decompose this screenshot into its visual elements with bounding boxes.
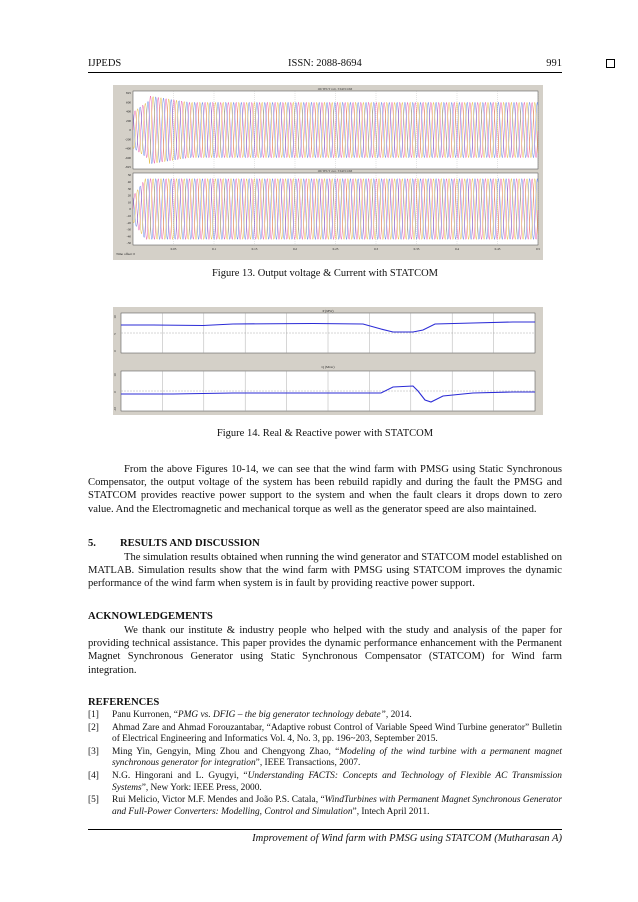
reference-text-end: ”, IEEE Transactions, 2007. <box>255 758 361 769</box>
y-tick-label: -10 <box>126 214 131 218</box>
y-tick-label: 825 <box>126 91 131 96</box>
reference-item <box>88 747 562 770</box>
references-list <box>88 710 562 819</box>
reference-item <box>88 795 562 818</box>
y-tick-label: -40 <box>126 234 131 239</box>
reference-number: [3] <box>88 746 99 757</box>
body-paragraph-1: From the above Figures 10-14, we can see that the wind farm with PMSG using Static Synchronous Compensator, the output voltage of the system has been rebuild rapidly and during the fault the PMSG and STATCOM provides reactive power support to the system and when the fault clears it drops down to zero value. And the Electromagnetic and mechanical torque as well as the generator speed are also maintained. <box>88 464 562 515</box>
y-tick-label: -30 <box>126 227 131 232</box>
y-tick-label: -50 <box>126 241 131 246</box>
reference-number: [1] <box>88 710 99 720</box>
y-tick-label: 0 <box>129 207 131 212</box>
checkbox-square-icon <box>606 59 615 68</box>
fig13-bottom-title: OUTPUT curr. STATCOM <box>317 169 353 173</box>
y-tick-label: 10 <box>113 373 117 377</box>
fig13-top-title: OUTPUT volt. STATCOM <box>317 87 353 91</box>
y-tick-label: -20 <box>126 220 131 225</box>
references-heading: REFERENCES <box>88 697 160 708</box>
acknowledgements-heading: ACKNOWLEDGEMENTS <box>88 611 213 622</box>
y-tick-label: 200 <box>126 118 131 123</box>
fig13-time-offset: Time offset: 0 <box>116 252 136 256</box>
x-tick-label: 0.2 <box>292 247 298 251</box>
reference-number: [5] <box>88 795 99 806</box>
x-tick-label: 0.15 <box>251 247 258 251</box>
journal-name: IJPEDS <box>88 58 122 69</box>
acknowledgements-text: We thank our institute & industry people who helped with the study and analysis of the paper for providing technical assistance. This paper provides the dynamic performance enhancement with the Permanent Magnet Synchronous Generator using Static Synchronous Compensator (STATCOM) for Wind farm integration. <box>88 625 562 676</box>
x-tick-label: 0.5 <box>535 247 541 251</box>
reference-text: Ming Yin, Gengyin, Ming Zhou and Chengyong Zhao, “ <box>112 746 340 757</box>
reference-text-end: ”, New York: IEEE Press, 2000. <box>141 782 262 793</box>
reference-item <box>88 710 562 722</box>
fig14-bottom-title: Q (Mvar) <box>321 365 335 369</box>
reference-text-end: ”, Intech April 2011. <box>352 806 430 817</box>
figure-14-caption: Figure 14. Real & Reactive power with STATCOM <box>216 428 434 439</box>
x-tick-label: 0.35 <box>413 247 420 251</box>
footer-rule <box>88 829 562 830</box>
y-tick-label: -200 <box>124 137 131 142</box>
y-tick-label: 50 <box>127 173 131 178</box>
figure-13 <box>113 85 543 260</box>
issn: ISSN: 2088-8694 <box>288 58 362 69</box>
reference-italic-title: Understanding FACTS: Concepts and Technology of Flexible AC Transmission Systems <box>112 770 562 793</box>
y-tick-label: 10 <box>113 315 117 319</box>
y-tick-label: 5 <box>113 333 117 335</box>
y-tick-label: 400 <box>126 109 131 114</box>
y-tick-label: 40 <box>127 180 131 184</box>
section-5-title: RESULTS AND DISCUSSION <box>120 538 260 549</box>
running-title: Improvement of Wind farm with PMSG using STATCOM (Mutharasan A) <box>252 833 562 844</box>
y-tick-label: -10 <box>113 406 117 412</box>
y-tick-label: 0 <box>113 350 117 352</box>
reference-text: Rui Melicio, Victor M.F. Mendes and João P.S. Catala, “ <box>112 795 325 806</box>
y-tick-label: 0 <box>129 128 131 133</box>
reference-text: N.G. Hingorani and L. Gyugyi, “ <box>112 770 248 781</box>
page-header <box>88 58 562 73</box>
x-tick-label: 0.1 <box>211 247 217 251</box>
reference-italic-title: Modeling of the wind turbine with a permanent magnet synchronous generator for integration <box>112 746 562 769</box>
reference-italic-title: PMG vs. DFIG – the big generator technology debate”, <box>177 710 389 720</box>
reference-text-end: 2014. <box>388 710 412 720</box>
x-tick-label: 0.05 <box>170 247 177 251</box>
figure-14 <box>113 307 543 415</box>
x-tick-label: 0.25 <box>332 247 339 251</box>
reference-item <box>88 723 562 746</box>
figure-13-caption: Figure 13. Output voltage & Current with STATCOM <box>211 268 439 279</box>
y-tick-label: 0 <box>113 391 117 393</box>
reference-number: [2] <box>88 722 99 733</box>
y-tick-label: 20 <box>127 193 131 198</box>
y-tick-label: 600 <box>126 100 131 105</box>
reference-text: Panu Kurronen, “ <box>112 710 178 720</box>
x-tick-label: 0.4 <box>454 247 460 251</box>
reference-text: Ahmad Zare and Ahmad Forouzantabar, “Adaptive robust Control of Variable Speed Wind Turbine generator” Bulletin of Electrical Engineering and Informatics Vol. 4, No. 3, pp. 196~203, September 2015. <box>112 722 562 745</box>
section-5-heading <box>88 538 260 549</box>
section-5-text: The simulation results obtained when running the wind generator and STATCOM model established on MATLAB. Simulation results show that the wind farm with PMSG using STATCOM improves the dynamic performance of the wind farm when system is in fault by providing reactive power support. <box>88 552 562 590</box>
reference-item <box>88 771 562 794</box>
y-tick-label: -825 <box>124 165 131 170</box>
y-tick-label: -600 <box>124 155 131 160</box>
figure-13-plot <box>113 85 543 260</box>
x-tick-label: 0.3 <box>373 247 379 251</box>
section-5-number: 5. <box>88 538 96 549</box>
y-tick-label: 30 <box>127 186 131 191</box>
y-tick-label: 10 <box>127 200 131 205</box>
reference-number: [4] <box>88 770 99 781</box>
fig14-top-title: P (MW) <box>322 309 334 313</box>
page-number: 991 <box>546 58 562 69</box>
y-tick-label: -400 <box>124 146 131 151</box>
reference-italic-title: WindTurbines with Permanent Magnet Synchronous Generator and Full-Power Converters: Modelling, Control and Simulation <box>112 795 562 817</box>
figure-14-plot <box>113 307 543 415</box>
x-tick-label: 0.45 <box>494 247 501 251</box>
